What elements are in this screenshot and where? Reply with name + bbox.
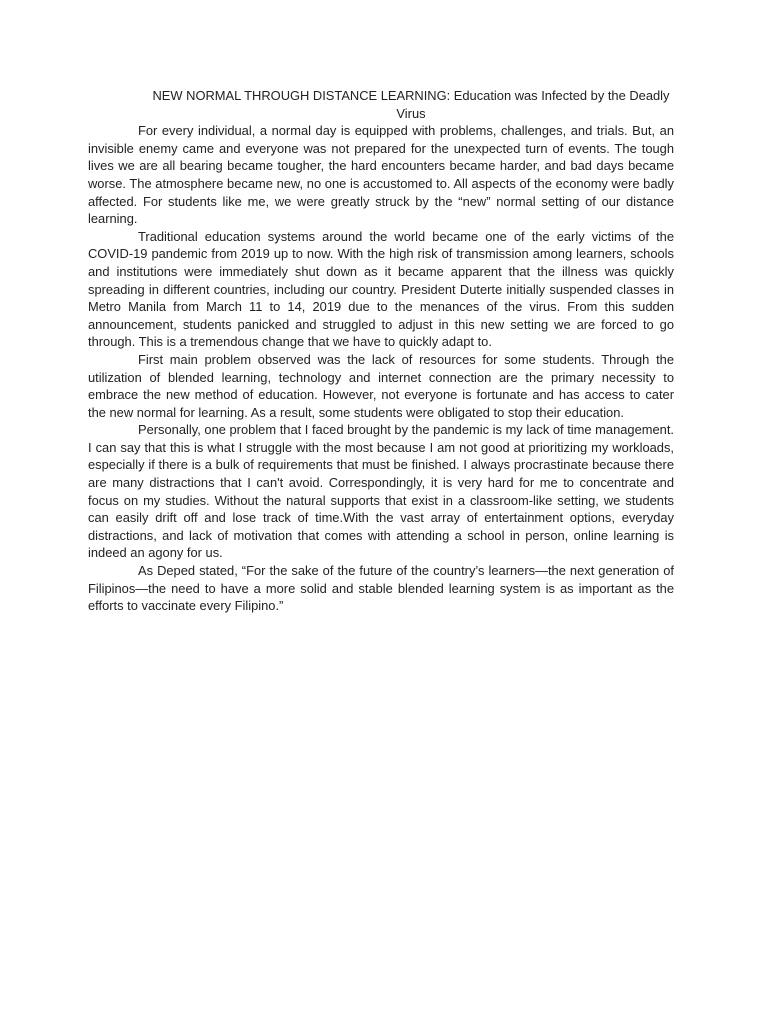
paragraph-5: As Deped stated, “For the sake of the future of the country’s learners—the next generation of Filipinos—the need to have a more solid and stable blended learning system is as important as the efforts to vaccinate every Filipino.” [88, 563, 674, 614]
paragraph-3: First main problem observed was the lack of resources for some students. Through the utilization of blended learning, technology and internet connection are the primary necessity to embrace the new method of education. However, not everyone is fortunate and has access to cater the new normal for learning. As a result, some students were obligated to stop their education. [88, 351, 674, 420]
paragraph-1: For every individual, a normal day is equipped with problems, challenges, and trials. But, an invisible enemy came and everyone was not prepared for the unexpected turn of events. The tough lives we are all bearing became tougher, the hard encounters became harder, and bad days became worse. The atmosphere became new, no one is accustomed to. All aspects of the economy were badly affected. For students like me, we were greatly struck by the “new” normal setting of our distance learning. [88, 123, 674, 227]
document-body [88, 87, 674, 615]
document-title: NEW NORMAL THROUGH DISTANCE LEARNING: Education was Infected by the Deadly Virus [152, 88, 670, 121]
paragraph-4: Personally, one problem that I faced brought by the pandemic is my lack of time management. I can say that this is what I struggle with the most because I am not good at prioritizing my workloads, especially if there is a bulk of requirements that must be finished. I always procrastinate because there are many distractions that I can't avoid. Correspondingly, it is very hard for me to concentrate and focus on my studies. Without the natural supports that exist in a classroom-like setting, we students can easily drift off and lose track of time.With the vast array of entertainment options, everyday distractions, and lack of motivation that comes with attending a school in person, online learning is indeed an agony for us. [88, 422, 674, 561]
paragraph-2: Traditional education systems around the world became one of the early victims of the COVID-19 pandemic from 2019 up to now. With the high risk of transmission among learners, schools and institutions were immediately shut down as it became apparent that the illness was quickly spreading in different countries, including our country. President Duterte initially suspended classes in Metro Manila from March 11 to 14, 2019 due to the menances of the virus. From this sudden announcement, students panicked and struggled to adjust in this new setting we are forced to go through. This is a tremendous change that we have to quickly adapt to. [88, 228, 674, 350]
